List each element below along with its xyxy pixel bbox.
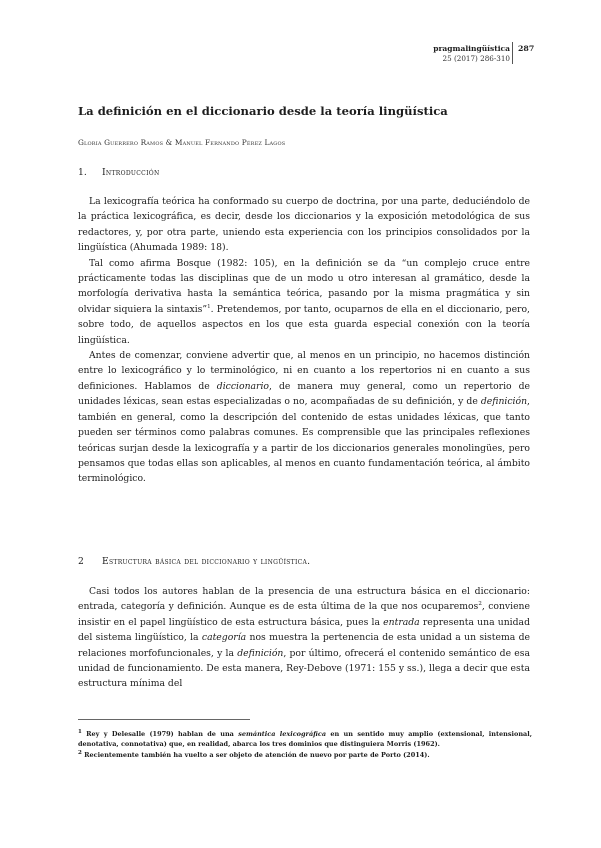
article-authors: Gloria Guerrero Ramos & Manuel Fernando Pérez Lagos	[78, 138, 286, 147]
footnote: $^2$ Recientemente también ha vuelto a ser objeto de atención de nuevo por parte de Porto (2014).	[78, 749, 430, 759]
journal-name: pragmalingüística	[433, 44, 510, 53]
section-2-body	[78, 584, 530, 692]
section-1-body	[78, 194, 530, 487]
section-number: 2	[78, 556, 84, 567]
page-number: 287	[518, 44, 535, 53]
section-title: Introducción	[102, 167, 160, 178]
section-number: 1.	[78, 167, 87, 178]
section-heading-1	[78, 167, 160, 178]
paragraph: La lexicografía teórica ha conformado su cuerpo de doctrina, por una parte, deduciéndolo de la práctica lexicográfica, es decir, desde los diccionarios y la exposición metodológica de sus redactores, y, por otra parte, uniendo esta experiencia con los principios consolidados por la lingüística (Ahumada 1989: 18).	[78, 196, 530, 254]
section-title: Estructura básica del diccionario y lingüística.	[102, 556, 311, 567]
paragraph: Antes de comenzar, conviene advertir que, al menos en un principio, no hacemos distinción entre lo lexicográfico y lo terminológico, ni en cuanto a los repertorios ni en cuanto a sus definiciones. Hablamos de diccionario, de manera muy general, como un repertorio de unidades léxicas, sean estas especializadas o no, acompañadas de su definición, y de definición, también en general, como la descripción del contenido de estas unidades léxicas, que tanto pueden ser términos como palabras comunes. Es comprensible que las principales reflexiones teóricas surjan desde la lexicografía y a partir de los diccionarios generales monolingües, pero pensamos que todas ellas son aplicables, al menos en cuanto fundamentación teórica, al ámbito terminológico.	[78, 350, 530, 485]
section-heading-2	[78, 556, 310, 567]
article-title: La definición en el diccionario desde la teoría lingüística	[78, 104, 448, 118]
footnotes	[78, 729, 532, 760]
paragraph: Tal como afirma Bosque (1982: 105), en la definición se da “un complejo cruce entre prácticamente todas las disciplinas que de un modo u otro interesan al gramático, desde la morfología derivativa hasta la semántica teórica, pasando por la misma pragmática y sin olvidar siquiera la sintaxis”$^1$. Pretendemos, por tanto, ocuparnos de ella en el diccionario, pero, sobre todo, de aquellos aspectos en los que esta guarda especial conexión con la teoría lingüística.	[78, 257, 530, 346]
footnote-ref[interactable]: 1	[207, 303, 211, 310]
paragraph: Casi todos los autores hablan de la presencia de una estructura básica en el diccionario: entrada, categoría y definición. Aunque es de esta última de la que nos ocuparemos$^2$, conviene insistir en el papel lingüístico de esta estructura básica, pues la entrada representa una unidad del sistema lingüístico, la categoría nos muestra la pertenencia de esta unidad a un sistema de relaciones morfofuncionales, y la definición, por último, ofrecerá el contenido semántico de esa unidad de funcionamiento. De esta manera, Rey-Debove (1971: 155 y ss.), llega a decir que esta estructura mínima del	[78, 586, 531, 690]
footnote-divider	[78, 719, 250, 720]
header-divider	[512, 42, 513, 64]
footnote: $^1$ Rey y Delesalle (1979) hablan de una semántica lexicográfica en un sentido muy amplio (extensional, intensional, denotativa, connotativa) que, en realidad, abarca los tres dominios que distinguiera Morris (1962).	[78, 728, 532, 749]
footnote-ref[interactable]: 2	[478, 601, 482, 608]
journal-volume: 25 (2017) 286-310	[442, 54, 510, 63]
